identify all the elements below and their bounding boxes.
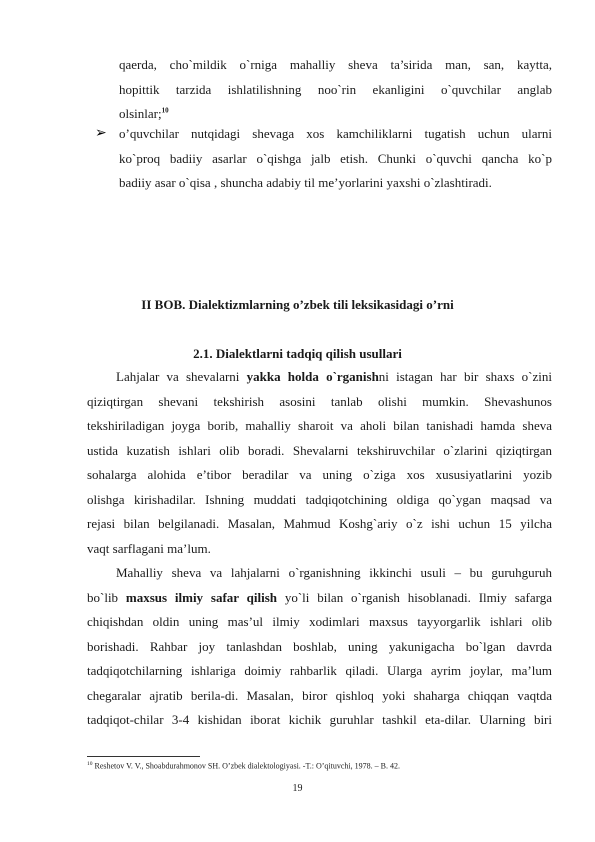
paragraph bbox=[87, 561, 552, 733]
text-run: Lahjalar va shevalarni bbox=[116, 369, 247, 384]
paragraph-line bbox=[87, 365, 552, 390]
list-line: o’quvchilar nutqidagi shevaga xos kamchiliklarni tugatish uchun ularni bbox=[119, 126, 552, 141]
paragraph-line: tadqiqotchilarning ishlariga doimiy rahbarlik qiladi. Ularga ayrim joylar, ma’lum bbox=[87, 663, 552, 678]
paragraph-line bbox=[87, 586, 552, 611]
paragraph-line: vaqt sarflagani ma’lum. bbox=[87, 540, 211, 556]
text-run: yo`li bilan o`rganish hisoblanadi. Ilmiy safarga bbox=[277, 589, 553, 605]
list-item bbox=[119, 122, 552, 196]
section-title: 2.1. Dialektlarni tadqiq qilish usullari bbox=[193, 346, 402, 361]
footnote-ref[interactable]: 10 bbox=[161, 106, 169, 115]
text-run: bo`lib bbox=[87, 589, 126, 605]
list-line: qaerda, cho`mildik o`rniga mahalliy sheva ta’sirida man, san, kaytta, bbox=[119, 57, 552, 72]
paragraph-line: tekshiriladigan joyga borib, mahalliy sharoit va aholi bilan tanishadi hamda sheva bbox=[87, 418, 552, 433]
paragraph-line: ustida kuzatish ishlari olib boradi. Shevalarni tekshiruvchilar o`zlarini qiziqtirgan bbox=[87, 442, 552, 458]
list-line-text: olsinlar; bbox=[119, 106, 162, 121]
paragraph-line: qiziqtirgan shevani tekshirish asosini tanlab olishi mumkin. Shevashunos bbox=[87, 393, 552, 409]
page-number: 19 bbox=[292, 783, 303, 794]
bold-term: yakka holda o`rganish bbox=[246, 369, 379, 384]
paragraph bbox=[87, 365, 552, 561]
arrow-bullet-icon: ➢ bbox=[95, 126, 107, 141]
list-line: badiiy asar o`qisa , shuncha adabiy til me’yorlarini yaxshi o`zlashtiradi. bbox=[119, 175, 492, 190]
footnote-number: 10 bbox=[87, 761, 93, 767]
paragraph-line: rejasi bilan belgilanadi. Masalan, Mahmud Koshg`ariy o`z ishi uchun 15 yilcha bbox=[87, 516, 552, 531]
paragraph-line: chegaralar ajratib berila-di. Masalan, biror qishloq yoki shaharga chiqqan vaqtda bbox=[87, 687, 552, 703]
list-line: ko`proq badiiy asarlar o`qishga jalb etish. Chunki o`quvchi qancha ko`p bbox=[119, 150, 552, 166]
footnote-text: Reshetov V. V., Shoabdurahmonov SH. O’zbek dialektologiyasi. -T.: O’qituvchi, 1978. – B. 42. bbox=[92, 761, 400, 771]
footnote bbox=[87, 758, 400, 773]
chapter-title: II BOB. Dialektizmlarning o’zbek tili leksikasidagi o’rni bbox=[141, 297, 454, 312]
paragraph-line: chiqishdan oldin uning mas’ul ilmiy xodimlari maxsus tayyorgarlik ishlari olib bbox=[87, 614, 552, 629]
paragraph-line: olishga kirishadilar. Ishning muddati tadqiqotchining oldiga qo`ygan maqsad va bbox=[87, 491, 552, 507]
footnote-divider bbox=[87, 756, 200, 757]
paragraph-line: Mahalliy sheva va lahjalarni o`rganishning ikkinchi usuli – bu guruhguruh bbox=[116, 565, 552, 580]
text-run: ni istagan har bir shaxs o`zini bbox=[378, 369, 553, 384]
list-line: hopittik tarzida ishlatilishning noo`rin ekanligini o`quvchilar anglab bbox=[119, 81, 552, 97]
list-item-continued bbox=[119, 53, 552, 127]
paragraph-line: tadqiqot-chilar 3-4 kishidan iborat kichik guruhlar tashkil eta-dilar. Ularning biri bbox=[87, 712, 552, 727]
paragraph-line: borishadi. Rahbar joy tanlashdan boshlab, uning yakunigacha bo`lgan davrda bbox=[87, 638, 552, 654]
paragraph-line: sohalarga alohida e’tibor beradilar va uning o`ziga xos xususiyatlarini yozib bbox=[87, 467, 552, 482]
bold-term: maxsus ilmiy safar qilish bbox=[125, 589, 277, 605]
